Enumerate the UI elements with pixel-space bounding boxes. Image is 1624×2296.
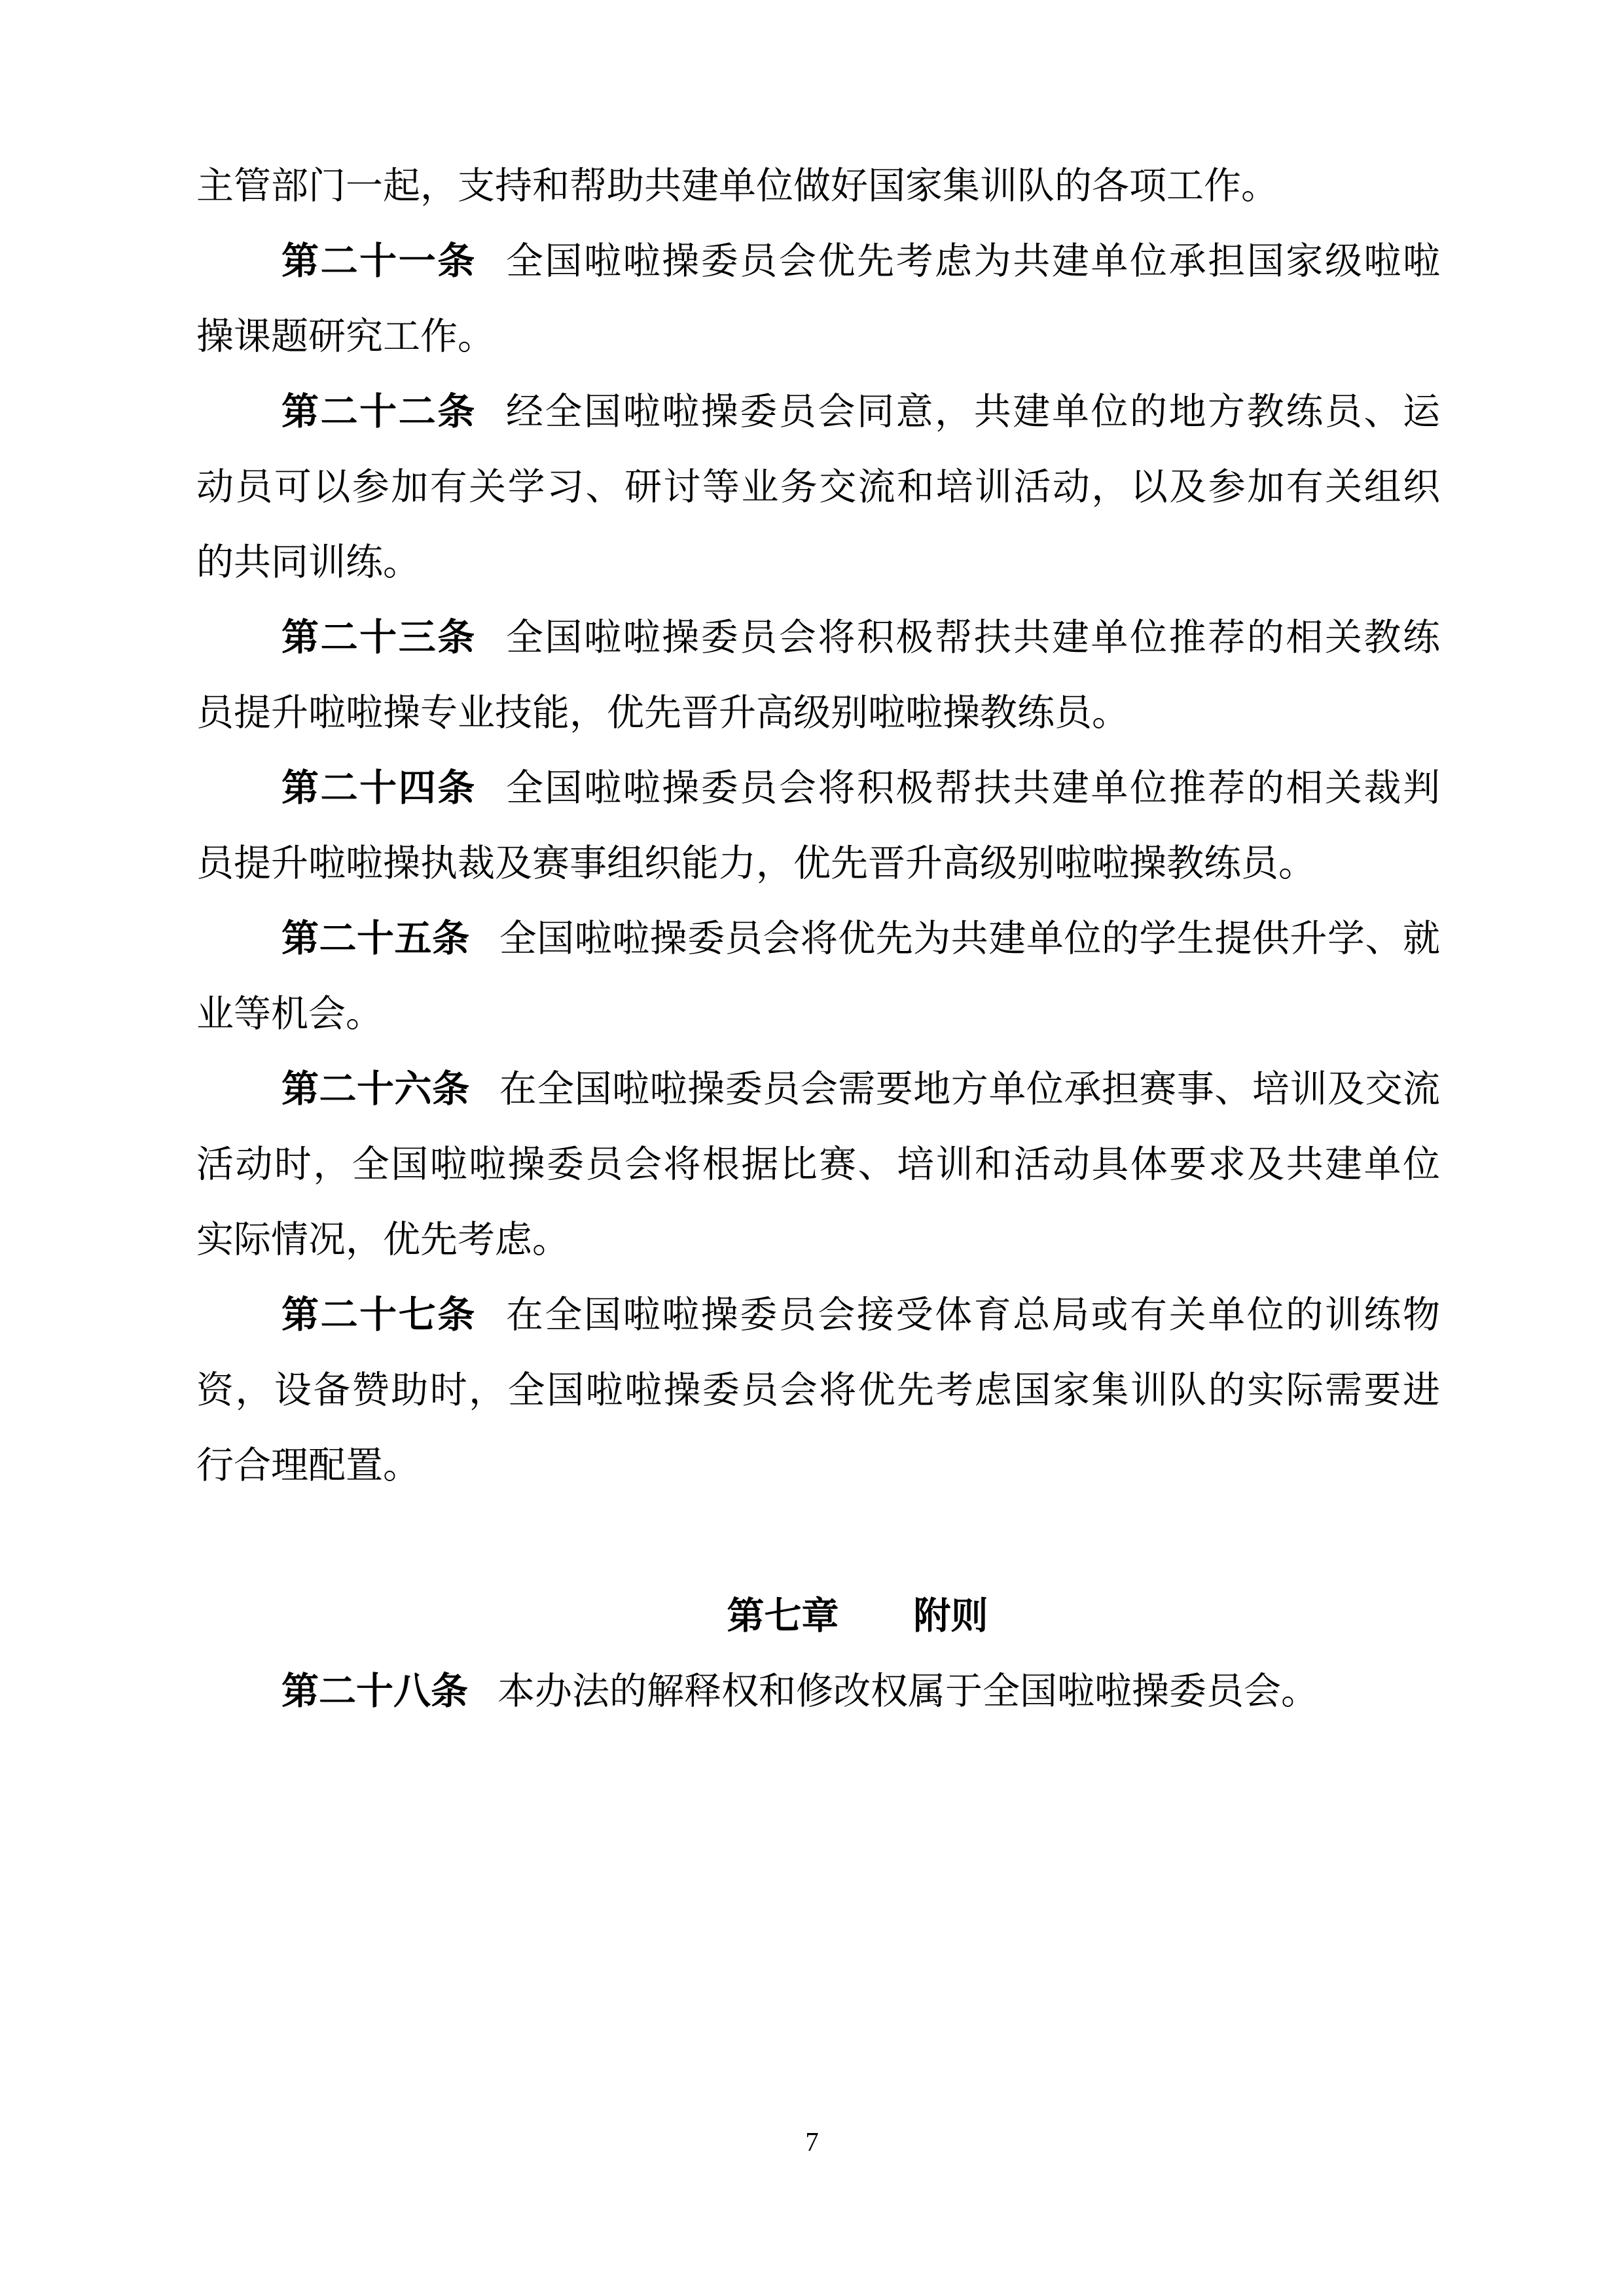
article-number: 第二十七条 [281, 1295, 477, 1336]
page-number: 7 [805, 2126, 819, 2157]
text-line: 动员可以参加有关学习、研讨等业务交流和培训活动，以及参加有关组织 [196, 467, 1440, 508]
text-line: 第二十五条 全国啦啦操委员会将优先为共建单位的学生提供升学、就 [281, 918, 1441, 960]
text-line: 第二十八条 本办法的解释权和修改权属于全国啦啦操委员会。 [281, 1671, 1318, 1712]
text-line: 第二十七条 在全国啦啦操委员会接受体育总局或有关单位的训练物 [281, 1295, 1441, 1336]
article-number: 第二十二条 [281, 391, 477, 433]
text-line: 第二十六条 在全国啦啦操委员会需要地方单位承担赛事、培训及交流 [281, 1069, 1441, 1110]
text-line: 主管部门一起，支持和帮助共建单位做好国家集训队的各项工作。 [196, 166, 1278, 207]
article-number: 第二十一条 [281, 241, 477, 282]
article-number: 第二十三条 [281, 617, 477, 658]
text-line: 员提升啦啦操专业技能，优先晋升高级别啦啦操教练员。 [196, 692, 1129, 734]
text-line: 第二十四条 全国啦啦操委员会将积极帮扶共建单位推荐的相关裁判 [281, 768, 1441, 809]
text-line: 操课题研究工作。 [196, 316, 495, 357]
text-line: 第二十三条 全国啦啦操委员会将积极帮扶共建单位推荐的相关教练 [281, 617, 1441, 658]
text-line: 的共同训练。 [196, 542, 420, 583]
chapter-heading: 第七章 附则 [727, 1596, 988, 1637]
article-number: 第二十四条 [281, 768, 477, 809]
text-line: 业等机会。 [196, 994, 383, 1035]
text-line: 行合理配置。 [196, 1445, 420, 1486]
article-number: 第二十八条 [281, 1671, 468, 1712]
text-line: 第二十二条 经全国啦啦操委员会同意，共建单位的地方教练员、运 [281, 391, 1441, 433]
text-line: 实际情况，优先考虑。 [196, 1219, 569, 1261]
text-line: 资，设备赞助时，全国啦啦操委员会将优先考虑国家集训队的实际需要进 [196, 1370, 1440, 1411]
article-number: 第二十五条 [281, 918, 470, 960]
article-number: 第二十六条 [281, 1069, 470, 1110]
blank-line [196, 1503, 1440, 1579]
text-line: 员提升啦啦操执裁及赛事组织能力，优先晋升高级别啦啦操教练员。 [196, 843, 1316, 884]
text-line: 活动时，全国啦啦操委员会将根据比赛、培训和活动具体要求及共建单位 [196, 1144, 1440, 1185]
text-line: 第二十一条 全国啦啦操委员会优先考虑为共建单位承担国家级啦啦 [281, 241, 1441, 282]
document-body [196, 149, 1440, 1729]
